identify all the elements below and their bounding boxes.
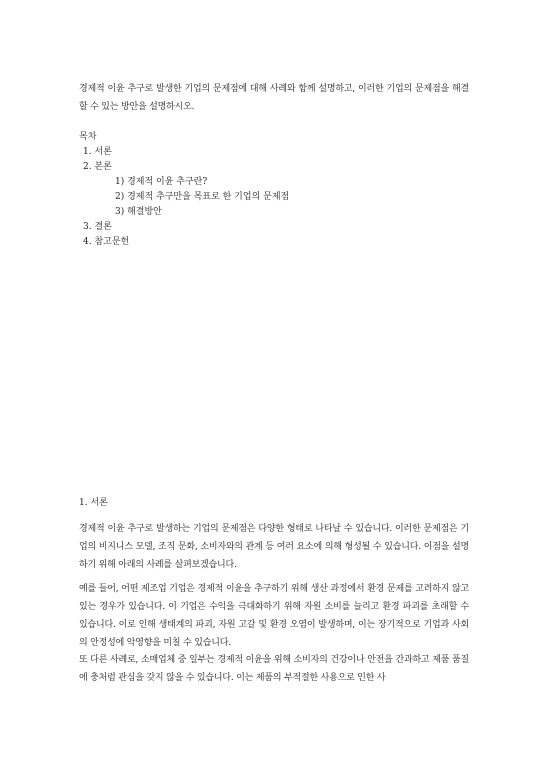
toc-item-intro: 1. 서론	[83, 147, 112, 157]
toc-subitem-2: 2) 경제적 추구만을 목표로 한 기업의 문제점	[115, 192, 290, 202]
toc-subitem-3: 3) 해결방안	[115, 207, 162, 217]
paragraph: 또 다른 사례로, 소매업체 중 일부는 경제적 이윤을 위해 소비자의 건강이나 안전을 간과하고 제품 품질에 충처럼 관심을 갖지 않을 수 있습니다. 이는 제품의 부적절한 사용으로 인한 사	[79, 655, 469, 683]
table-of-contents	[79, 130, 469, 250]
assignment-question: 경제적 이윤 추구로 발생한 기업의 문제점에 대해 사례와 함께 설명하고, 이러한 기업의 문제점을 해결할 수 있는 방안을 설명하시오.	[79, 84, 469, 112]
toc-title: 목차	[79, 132, 97, 142]
toc-item-body: 2. 본론	[83, 162, 112, 172]
paragraph: 경제적 이윤 추구로 발생하는 기업의 문제점은 다양한 형태로 나타날 수 있습니다. 이러한 문제점은 기업의 비지니스 모델, 조직 문화, 소비자와의 관계 등 여러 요소에 의해 형성될 수 있습니다. 이점을 설명하기 위해 아래의 사례를 살펴보겠습니다.	[79, 524, 469, 570]
paragraph: 예를 들어, 어떤 제조업 기업은 경제적 이윤을 추구하기 위해 생산 과정에서 환경 문제를 고려하지 않고 있는 경우가 있습니다. 이 기업은 수익을 극대화하기 위해 자원 소비를 늘리고 환경 파괴를 초래할 수 있습니다. 이로 인해 생태계의 파괴, 자원 고갈 및 환경 오염이 발생하며, 이는 장기적으로 기업과 사회의 안정성에 악영향을 미칠 수 있습니다.	[79, 584, 469, 648]
toc-item-references: 4. 참고문헌	[83, 237, 130, 247]
section-heading: 1. 서론	[79, 498, 108, 508]
toc-subitem-1: 1) 경제적 이윤 추구란?	[115, 177, 208, 187]
toc-item-conclusion: 3. 결론	[83, 222, 112, 232]
